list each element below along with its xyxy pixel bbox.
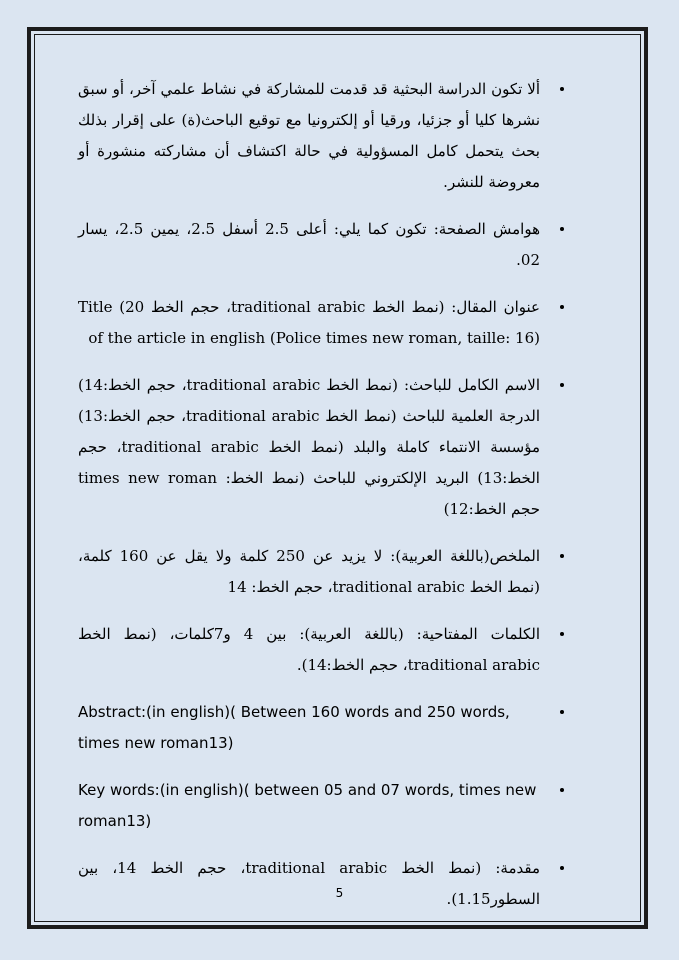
list-item-text: Key words:(in english)( between 05 and 07 words, times new roman13)	[78, 781, 537, 830]
list-item-text: مقدمة: (نمط الخط traditional arabic، حجم الخط 14، بين السطور1.15).	[78, 859, 540, 908]
list-item	[78, 541, 568, 603]
guidelines-list	[78, 74, 568, 915]
list-item-text: هوامش الصفحة: تكون كما يلي: أعلى 2.5 أسفل 2.5، يمين 2.5، يسار 02.	[78, 220, 540, 269]
content-area	[78, 74, 568, 931]
list-item	[78, 853, 568, 915]
bullet-icon	[560, 305, 564, 309]
bullet-icon	[560, 87, 564, 91]
list-item	[78, 74, 568, 198]
list-item	[78, 619, 568, 681]
bullet-icon	[560, 866, 564, 870]
list-item	[78, 697, 568, 759]
page-number: 5	[335, 886, 344, 900]
list-item-text: الكلمات المفتاحية: (باللغة العربية): بين 4 و7كلمات، (نمط الخط traditional arabic، حجم الخط:14).	[78, 625, 540, 674]
list-item-text: ألا تكون الدراسة البحثية قد قدمت للمشاركة في نشاط علمي آخر، أو سبق نشرها كليا أو جزئيا، ورقيا أو إلكترونيا مع توقيع الباحث(ة) على إقرار بذلك بحث يتحمل كامل المسؤولية في حالة اكتشاف أن مشاركته منشورة أو معروضة للنشر.	[78, 80, 540, 191]
bullet-icon	[560, 632, 564, 636]
bullet-icon	[560, 383, 564, 387]
list-item-text: الملخص(باللغة العربية): لا يزيد عن 250 كلمة ولا يقل عن 160 كلمة، (نمط الخط traditional arabic، حجم الخط: 14	[78, 547, 540, 596]
bullet-icon	[560, 554, 564, 558]
bullet-icon	[560, 710, 564, 714]
list-item	[78, 370, 568, 525]
list-item-text: الاسم الكامل للباحث: (نمط الخط traditional arabic، حجم الخط:14) الدرجة العلمية للباحث (نمط الخط traditional arabic، حجم الخط:13) مؤسسة الانتماء كاملة والبلد (نمط الخط traditional arabic، حجم الخط:13) البريد الإلكتروني للباحث (نمط الخط: times new roman حجم الخط:12)	[78, 376, 541, 518]
bullet-icon	[560, 227, 564, 231]
list-item	[78, 775, 568, 837]
list-item	[78, 214, 568, 276]
list-item-text: Abstract:(in english)( Between 160 words and 250 words, times new roman13)	[78, 703, 510, 752]
bullet-icon	[560, 788, 564, 792]
list-item	[78, 292, 568, 354]
list-item-text: عنوان المقال: (نمط الخط traditional arabic، حجم الخط 20) Title of the article in english (Police times new roman, taille: 16)	[78, 298, 540, 347]
